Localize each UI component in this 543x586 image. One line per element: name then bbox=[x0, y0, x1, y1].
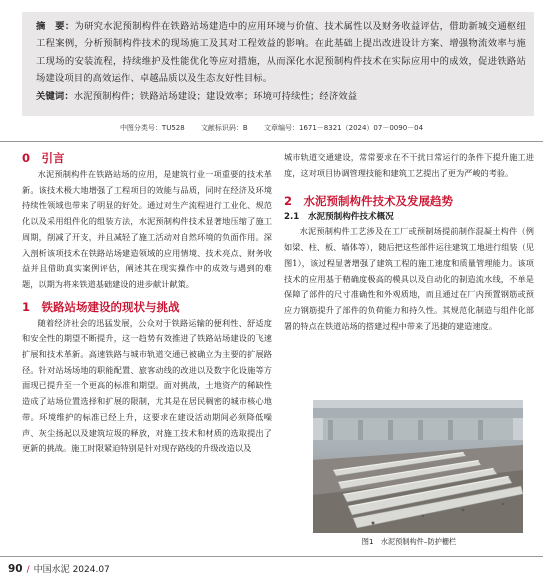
section-0-paragraph: 水泥预制构件在铁路站场的应用，是建筑行业一项重要的技术革新。该技术极大地增强了工程项目的效能与品质，同时在经济及环境持续性领域也带来了明显的好处。通过对生产流程进行工业化、规范化以及采用组件化的组装方法，水泥预制构件技术显著地压缩了施工周期，削减了开支，并且减轻了施工活动对自然环境的负面作用。深入剖析该项技术在铁路站场建造领域的应用情境、技术亮点、财务收益并且借助真实案例评估，阐述其在现实操作中的成效与遇到的难题，以期为将来铁道基础建设的进步献计献策。 bbox=[22, 169, 272, 289]
clc-number: 中图分类号：TU528 bbox=[119, 124, 185, 132]
right-column bbox=[284, 150, 534, 334]
keywords-paragraph bbox=[36, 88, 526, 105]
abstract-text: 为研究水泥预制构件在铁路站场建造中的应用环境与价值、技术属性以及财务收益评估，借助新城交通枢纽工程案例，分析预制构件技术的现场施工及其对工程效益的影响。在此基础上提出改进设计方案、增强物流效率与施工现场的安装流程，持续维护及性能优化等应对措施，从而深化水泥预制构件技术在实际应用中的成效，促进铁路站场建设项目的高效运作、卓越品质以及生态友好性目标。 bbox=[36, 21, 526, 85]
continued-paragraph: 城市轨道交通建设，常常要求在不干扰日常运行的条件下提升施工进度，这对项目协调管理技能和建筑工艺提出了更为严峻的考验。 bbox=[284, 152, 534, 178]
abstract-paragraph bbox=[36, 18, 526, 88]
section-2-1-paragraph: 水泥预制构件工艺涉及在工厂或预制场提前制作混凝土构件（例如梁、柱、板、墙体等），随后把这些部件运往建筑工地进行组装（见图1），该过程显著增强了建筑工程的施工速度和质量管理能力。该项技术的应用基于精确度极高的模具以及自动化的制造流水线，不单是保障了部件的尺寸准确性和外观质地，而且通过在厂内预置钢筋或预应力钢筋提升了部件的负荷能力和持久性。其规范化制造与组件化部署的特点在铁道站场的搭建过程中带来了迅捷的建造速度。 bbox=[284, 226, 534, 331]
section-0-title: 0 引言 bbox=[22, 151, 65, 165]
footer-separator: / bbox=[26, 565, 30, 575]
journal-name: 中国水泥 bbox=[33, 565, 70, 575]
section-1-paragraph: 随着经济社会的迅猛发展，公众对于铁路运输的便利性、舒适度和安全性的期望不断提升，这一趋势有效推进了铁路站场建设的飞速扩展和技术革新。高速铁路与城市轨道交通已被确立为主要的扩展路径。针对站场场地的职能配置、旅客动线的改进以及数字化设施等方面现已提升至一个更高的标准和期望。面对挑战，土地资产的稀缺性造成了站场位置选择和扩展的限制，尤其是在居民稠密的城市核心地带。环境维护的标准已经上升，这要求在建设活动期间必须降低噪声、灰尘扬起以及建筑垃圾的释放，对施工技术和材质的选取提出了更新的挑战。施工时限紧迫特别是针对现存路线的升级改造以及 bbox=[22, 317, 272, 454]
precast-barrier-illustration bbox=[313, 400, 523, 533]
figure-precast-barrier-photo bbox=[313, 400, 523, 533]
doc-code: 文献标识码：B bbox=[200, 124, 248, 132]
footer-divider bbox=[0, 556, 543, 557]
section-1-title: 1 铁路站场建设的现状与挑战 bbox=[22, 299, 180, 314]
left-column bbox=[22, 150, 272, 457]
section-2-1-title: 2.1 水泥预制构件技术概况 bbox=[284, 212, 394, 223]
keywords-text: 水泥预制构件；铁路站场建设；建设效率；环境可持续性；经济效益 bbox=[73, 90, 358, 102]
article-id: 文章编号：1671－8321（2024）07－0090－04 bbox=[263, 124, 424, 132]
article-meta bbox=[0, 123, 543, 133]
keywords-label: 关键词： bbox=[36, 90, 74, 102]
abstract-label: 摘 要： bbox=[36, 21, 75, 32]
page-number: 90 bbox=[8, 563, 23, 575]
page-footer bbox=[8, 562, 110, 575]
journal-issue: 2024.07 bbox=[72, 565, 110, 575]
section-2-title: 2 水泥预制构件技术及发展趋势 bbox=[284, 194, 453, 209]
header-divider bbox=[0, 141, 543, 142]
figure-caption: 图1 水泥预制构件–防护栅栏 bbox=[361, 537, 457, 546]
abstract-box bbox=[22, 12, 534, 116]
